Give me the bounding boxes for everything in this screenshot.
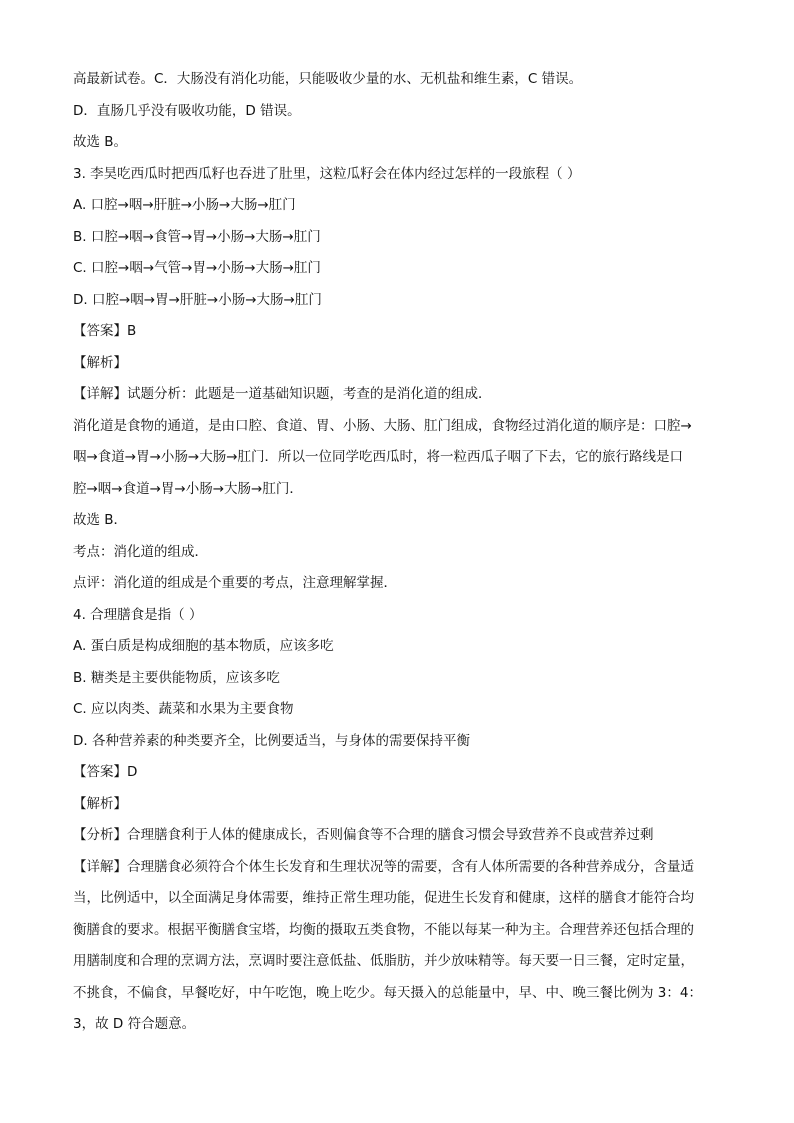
question-4-detail-line-3: 衡膳食的要求。根据平衡膳食宝塔，均衡的摄取五类食物，不能以每某一种为主。合理营养还包括合理的 (73, 921, 694, 938)
question-4-detail-line-4: 用膳制度和合理的烹调方法，烹调时要注意低盐、低脂肪，并少放味精等。每天要一日三餐，定时定量， (73, 953, 694, 969)
question-3-detail: 【详解】试题分析：此题是一道基础知识题，考查的是消化道的组成． (73, 386, 492, 402)
question-3-choice: 故选 B． (73, 512, 128, 528)
question-4-option-d: D. 各种营养素的种类要齐全，比例要适当，与身体的需要保持平衡 (73, 732, 470, 749)
question-4-option-c: C. 应以肉类、蔬菜和水果为主要食物 (73, 701, 294, 717)
question-4-detail-line-5: 不挑食，不偏食，早餐吃好，中午吃饱，晚上吃少。每天摄入的总能量中，早、中、晚三餐比例为 3：4： (73, 984, 702, 1001)
question-4-analysis: 【分析】合理膳食利于人体的健康成长，否则偏食等不合理的膳食习惯会导致营养不良或营养过剩 (73, 827, 654, 843)
question-3-answer: 【答案】B (73, 323, 137, 339)
option-d-explanation: D．直肠几乎没有吸收功能，D 错误。 (73, 102, 301, 119)
question-3-analysis-heading: 【解析】 (73, 354, 127, 371)
question-3-explanation-line-1: 消化道是食物的通道，是由口腔、食道、胃、小肠、大肠、肛门组成，食物经过消化道的顺序是：口腔→ (73, 417, 692, 434)
question-4-option-b: B. 糖类是主要供能物质，应该多吃 (73, 669, 280, 686)
question-3-explanation-line-3: 腔→咽→食道→胃→小肠→大肠→肛门． (73, 480, 303, 497)
question-3-option-c: C. 口腔→咽→气管→胃→小肠→大肠→肛门 (73, 260, 321, 276)
question-3-option-b: B. 口腔→咽→食管→胃→小肠→大肠→肛门 (73, 228, 321, 245)
question-3-key-point: 考点：消化道的组成． (73, 543, 208, 560)
text-line: 高最新试卷。C．大肠没有消化功能，只能吸收少量的水、无机盐和维生素，C 错误。 (73, 71, 583, 87)
question-4-answer: 【答案】D (73, 764, 138, 780)
question-4-detail-line-2: 当，比例适中，以全面满足身体需要，维持正常生理功能，促进生长发育和健康，这样的膳食才能符合均 (73, 890, 694, 906)
question-4-stem: 4. 合理膳食是指（ ） (73, 606, 203, 623)
answer-summary: 故选 B。 (73, 134, 128, 150)
question-3-option-d: D. 口腔→咽→胃→肝脏→小肠→大肠→肛门 (73, 291, 322, 308)
question-4-option-a: A. 蛋白质是构成细胞的基本物质，应该多吃 (73, 638, 334, 654)
question-4-detail-line-1: 【详解】合理膳食必须符合个体生长发育和生理状况等的需要，含有人体所需要的各种营养成分，含量适 (73, 858, 694, 875)
question-3-option-a: A. 口腔→咽→肝脏→小肠→大肠→肛门 (73, 197, 296, 213)
question-3-explanation-line-2: 咽→食道→胃→小肠→大肠→肛门．所以一位同学吃西瓜时，将一粒西瓜子咽了下去，它的旅行路线是口 (73, 449, 684, 465)
question-4-analysis-heading: 【解析】 (73, 795, 127, 812)
question-3-comment: 点评：消化道的组成是个重要的考点，注意理解掌握． (73, 575, 397, 591)
question-4-detail-line-6: 3，故 D 符合题意。 (73, 1016, 196, 1032)
question-3-stem: 3. 李昊吃西瓜时把西瓜籽也吞进了肚里，这粒瓜籽会在体内经过怎样的一段旅程（ ） (73, 165, 581, 182)
document-page (73, 64, 721, 1041)
